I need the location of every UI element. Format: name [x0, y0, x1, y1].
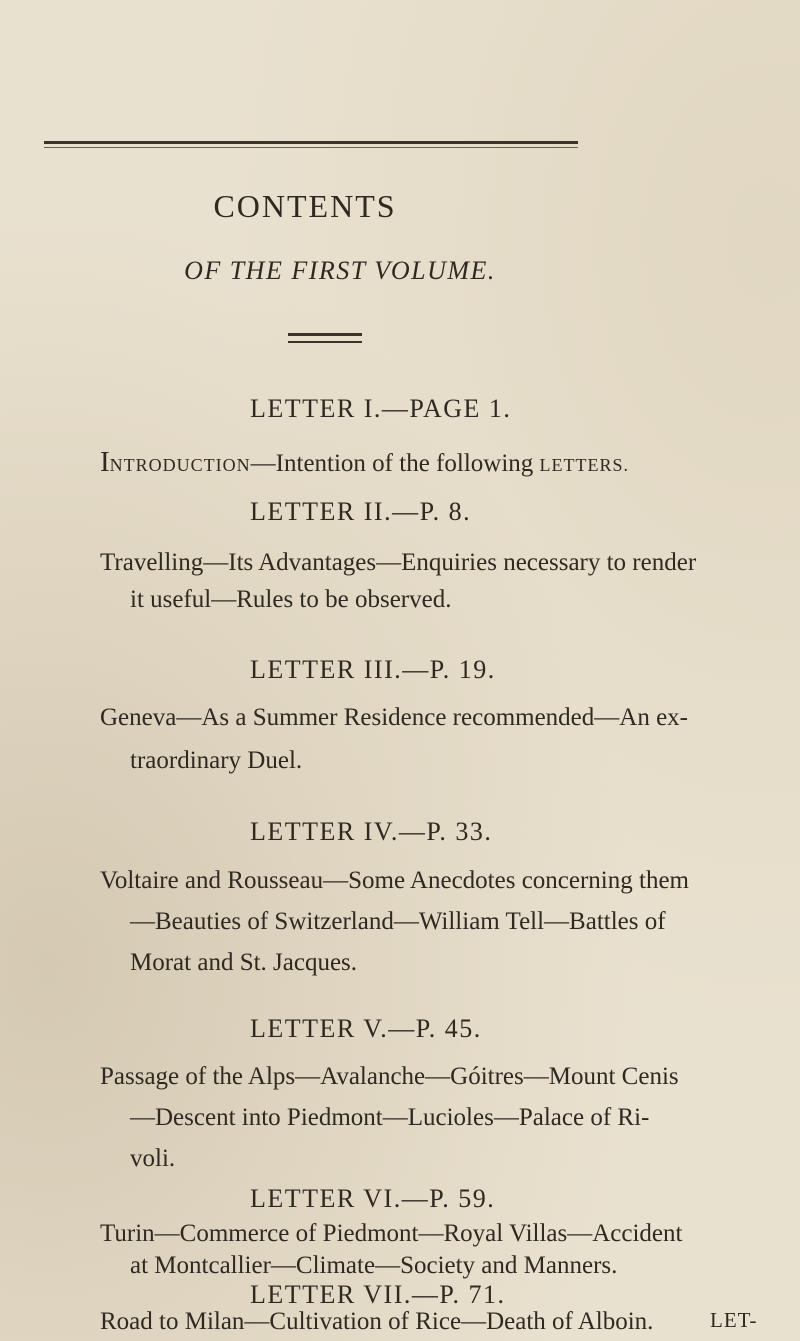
contents-title: CONTENTS: [213, 188, 397, 224]
letter-5-line-3: voli.: [130, 1145, 176, 1172]
letter-4-line-3: Morat and St. Jacques.: [130, 949, 358, 976]
introduction-smallcaps: NTRODUCTION: [109, 455, 251, 475]
letter-3-heading: LETTER III.—P. 19.: [250, 655, 496, 684]
letter-5-heading: LETTER V.—P. 45.: [250, 1014, 482, 1043]
intro-text: —Intention of the following: [250, 450, 540, 477]
letters-smallcaps: LETTERS.: [539, 455, 630, 475]
letter-4-line-2: —Beauties of Switzerland—William Tell—Battles of: [130, 908, 666, 935]
letter-4-heading: LETTER IV.—P. 33.: [250, 817, 493, 846]
letter-2-line-1: Travelling—Its Advantages—Enquiries necessary to render: [100, 549, 697, 576]
letter-7-line-1: Road to Milan—Cultivation of Rice—Death of Alboin.: [100, 1308, 654, 1335]
letter-5-line-2: —Descent into Piedmont—Lucioles—Palace of Ri-: [130, 1104, 650, 1131]
catchword: LET-: [710, 1308, 758, 1332]
letter-4-line-1: Voltaire and Rousseau—Some Anecdotes concerning them: [100, 867, 689, 894]
letter-2-heading: LETTER II.—P. 8.: [250, 497, 472, 526]
letter-5-line-1: Passage of the Alps—Avalanche—Góitres—Mount Cenis: [100, 1063, 679, 1090]
decorative-double-rule: [288, 333, 362, 343]
volume-subtitle: OF THE FIRST VOLUME.: [184, 256, 496, 285]
letter-6-line-1: Turin—Commerce of Piedmont—Royal Villas—Accident: [100, 1220, 683, 1247]
letter-6-heading: LETTER VI.—P. 59.: [250, 1184, 496, 1213]
drop-initial: I: [100, 446, 110, 478]
top-rule: [44, 141, 578, 144]
letter-7-heading: LETTER VII.—P. 71.: [250, 1280, 506, 1309]
letter-6-line-2: at Montcallier—Climate—Society and Manners.: [130, 1252, 618, 1279]
letter-3-line-1: Geneva—As a Summer Residence recommended—An ex-: [100, 704, 689, 731]
top-rule-thin: [44, 147, 578, 148]
letter-1-heading: LETTER I.—PAGE 1.: [250, 394, 512, 423]
letter-2-line-2: it useful—Rules to be observed.: [130, 586, 452, 613]
letter-3-line-2: traordinary Duel.: [130, 747, 303, 774]
letter-1-summary: [100, 446, 629, 479]
